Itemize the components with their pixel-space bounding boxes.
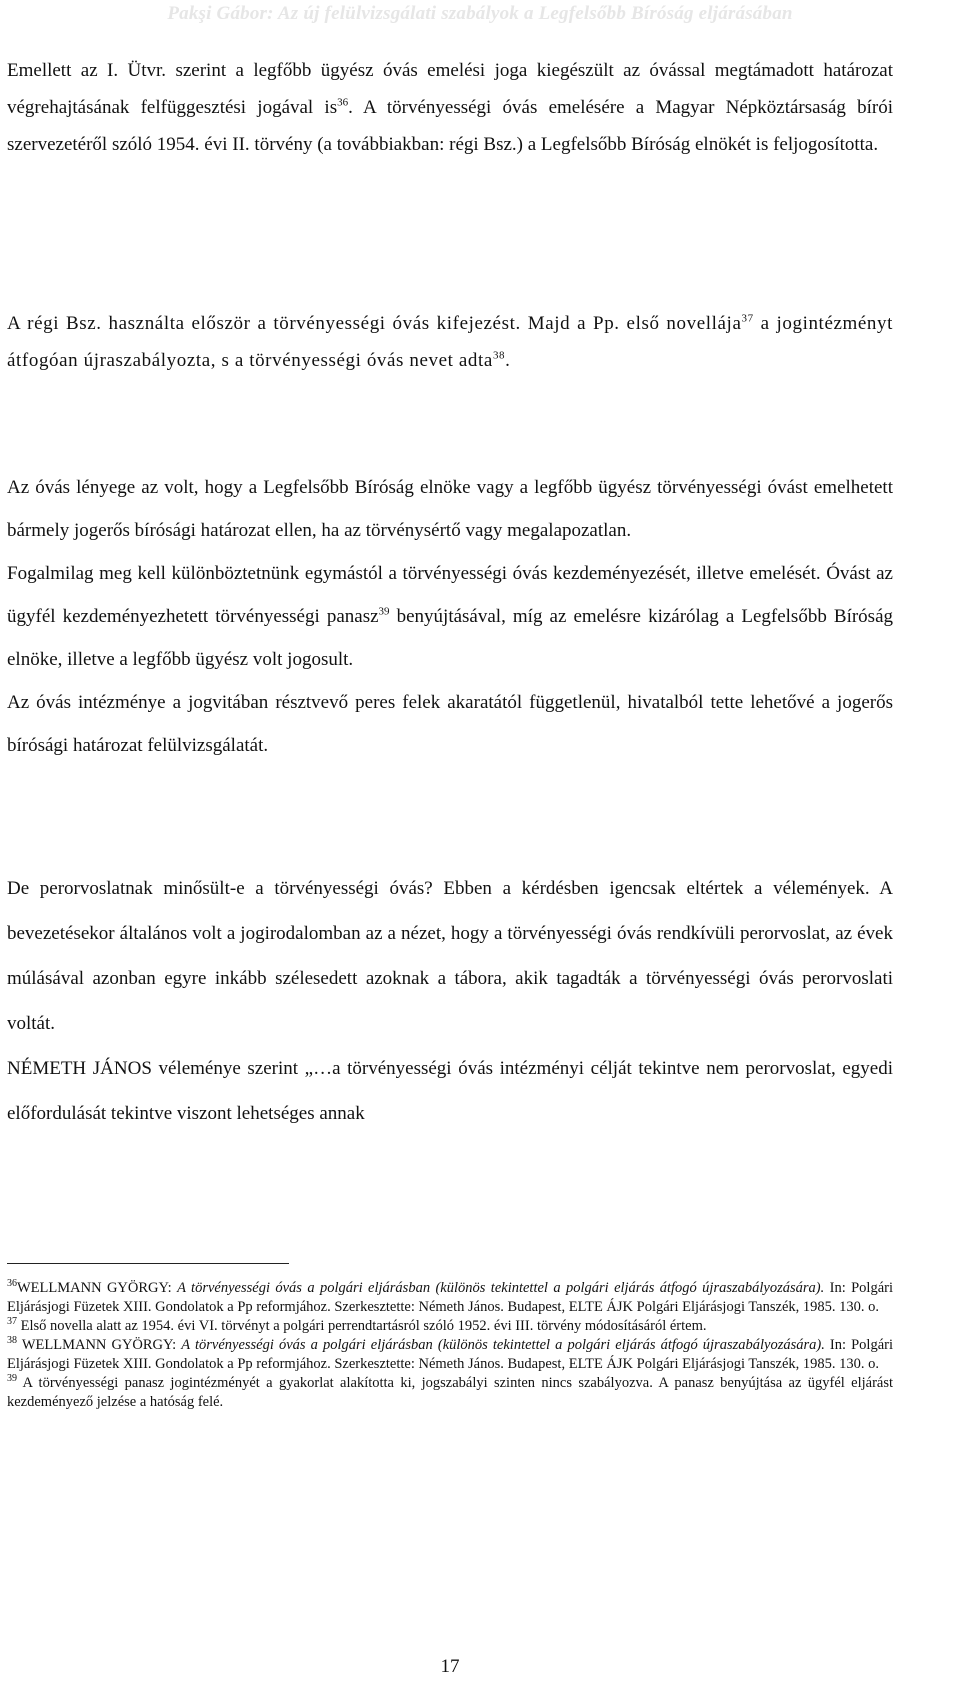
footnote-author: WELLMANN GYÖRGY: bbox=[17, 1337, 182, 1353]
paragraph-5: Az óvás intézménye a jogvitában résztvevő peres felek akaratától függetlenül, hivatalból tette lehetővé a jogerős bírósági határozat felülvizsgálatát. bbox=[7, 692, 893, 756]
paragraph-group-3 bbox=[7, 466, 893, 767]
footnote-text: Első novella alatt az 1954. évi VI. törvényt a polgári perrendtartásról szóló 1952. évi III. törvény módosításáról értem. bbox=[17, 1318, 707, 1334]
footnote-number: 37 bbox=[7, 1316, 17, 1328]
paragraph-4-text-b: benyújtásával, míg az emelésre kizárólag a Legfelsőbb Bíróság elnöke, illetve a legfőbb ügyész volt jogosult. bbox=[7, 606, 893, 670]
footnote-title: A törvényességi óvás a polgári eljárásban (különös tekintettel a polgári eljárás átfogó újraszabályozására). bbox=[177, 1280, 825, 1296]
page-number: 17 bbox=[440, 1656, 460, 1677]
paragraph-4-text-a: Fogalmilag meg kell különböztetnünk egymástól a törvényességi óvás kezdeményezését, illetve emelését. Óvást az ügyfél kezdeményezhetett törvényességi panasz bbox=[7, 563, 893, 627]
footnote-source: In: Polgári Eljárásjogi Füzetek XIII. Gondolatok a Pp reformjához. Szerkesztette: Németh János. Budapest, ELTE ÁJK Polgári Eljárásjogi Tanszék, 1985. 130. o. bbox=[7, 1337, 894, 1372]
footnote-author: WELLMANN GYÖRGY: bbox=[17, 1280, 178, 1296]
footnote-separator bbox=[7, 1263, 289, 1264]
paragraph-6: De perorvoslatnak minősült-e a törvényességi óvás? Ebben a kérdésben igencsak eltértek a vélemények. A bevezetésekor általános volt a jogirodalomban az a nézet, hogy a törvényességi óvás rendkívüli perorvoslat, az évek múlásával azonban egyre inkább szélesedett azoknak a tábora, akik tagadták a törvényességi óvás perorvoslati voltát. bbox=[7, 878, 893, 1034]
paragraph-1-text-a: Emellett az I. Ütvr. szerint a legfőbb ügyész óvás emelési joga kiegészült az óvással megtámadott határozat végrehajtásának felfüggesztési jogával is bbox=[7, 60, 893, 118]
paragraph-1 bbox=[7, 52, 893, 163]
footnote-ref-39[interactable]: 39 bbox=[378, 605, 390, 618]
paragraph-4 bbox=[7, 552, 893, 681]
footnote-number: 36 bbox=[7, 1278, 17, 1290]
footnote-ref-38[interactable]: 38 bbox=[492, 349, 506, 362]
footnote-36 bbox=[7, 1279, 893, 1317]
paragraph-3: Az óvás lényege az volt, hogy a Legfelsőbb Bíróság elnöke vagy a legfőbb ügyész törvényességi óvást emelhetett bármely jogerős bírósági határozat ellen, ha az törvénysértő vagy megalapozatlan. bbox=[7, 477, 893, 541]
paragraph-2 bbox=[7, 305, 893, 379]
running-header: Pakşi Gábor: Az új felülvizsgálati szabályok a Legfelsőbb Bíróság eljárásában bbox=[167, 3, 793, 24]
footnote-source: In: Polgári Eljárásjogi Füzetek XIII. Gondolatok a Pp reformjához. Szerkesztette: Németh János. Budapest, ELTE ÁJK Polgári Eljárásjogi Tanszék, 1985. 130. o. bbox=[7, 1280, 894, 1315]
footnote-37 bbox=[7, 1317, 893, 1336]
footnotes bbox=[7, 1279, 893, 1412]
paragraph-2-text-a: A régi Bsz. használta először a törvényességi óvás kifejezést. Majd a Pp. első novellája bbox=[7, 313, 742, 334]
footnote-number: 39 bbox=[7, 1373, 17, 1385]
paragraph-7: NÉMETH JÁNOS véleménye szerint „…a törvényességi óvás intézményi célját tekintve nem perorvoslat, egyedi előfordulását tekintve viszont lehetséges annak bbox=[7, 1058, 893, 1124]
footnote-title: A törvényességi óvás a polgári eljárásban (különös tekintettel a polgári eljárás átfogó újraszabályozására). bbox=[181, 1337, 825, 1353]
footnote-ref-36[interactable]: 36 bbox=[337, 96, 349, 109]
paragraph-2-text-b: a jogintézményt átfogóan újraszabályozta, s a törvényességi óvás nevet adta bbox=[7, 313, 893, 371]
footnote-text: A törvényességi panasz jogintézményét a gyakorlat alakította ki, jogszabályi szinten nincs szabályozva. A panasz benyújtása az ügyfél eljárást kezdeményező jelzése a hatóság felé. bbox=[7, 1375, 893, 1410]
footnote-38 bbox=[7, 1336, 893, 1374]
paragraph-1-text-b: . A törvényességi óvás emelésére a Magyar Népköztársaság bírói szervezetéről szóló 1954. évi II. törvény (a továbbiakban: régi Bsz.) a Legfelsőbb Bíróság elnökét is feljogosította. bbox=[7, 97, 893, 155]
footnote-number: 38 bbox=[7, 1335, 17, 1347]
footnote-ref-37[interactable]: 37 bbox=[741, 312, 754, 325]
footnote-39 bbox=[7, 1374, 893, 1412]
paragraph-group-4 bbox=[7, 866, 893, 1136]
paragraph-2-text-c: . bbox=[505, 350, 511, 371]
